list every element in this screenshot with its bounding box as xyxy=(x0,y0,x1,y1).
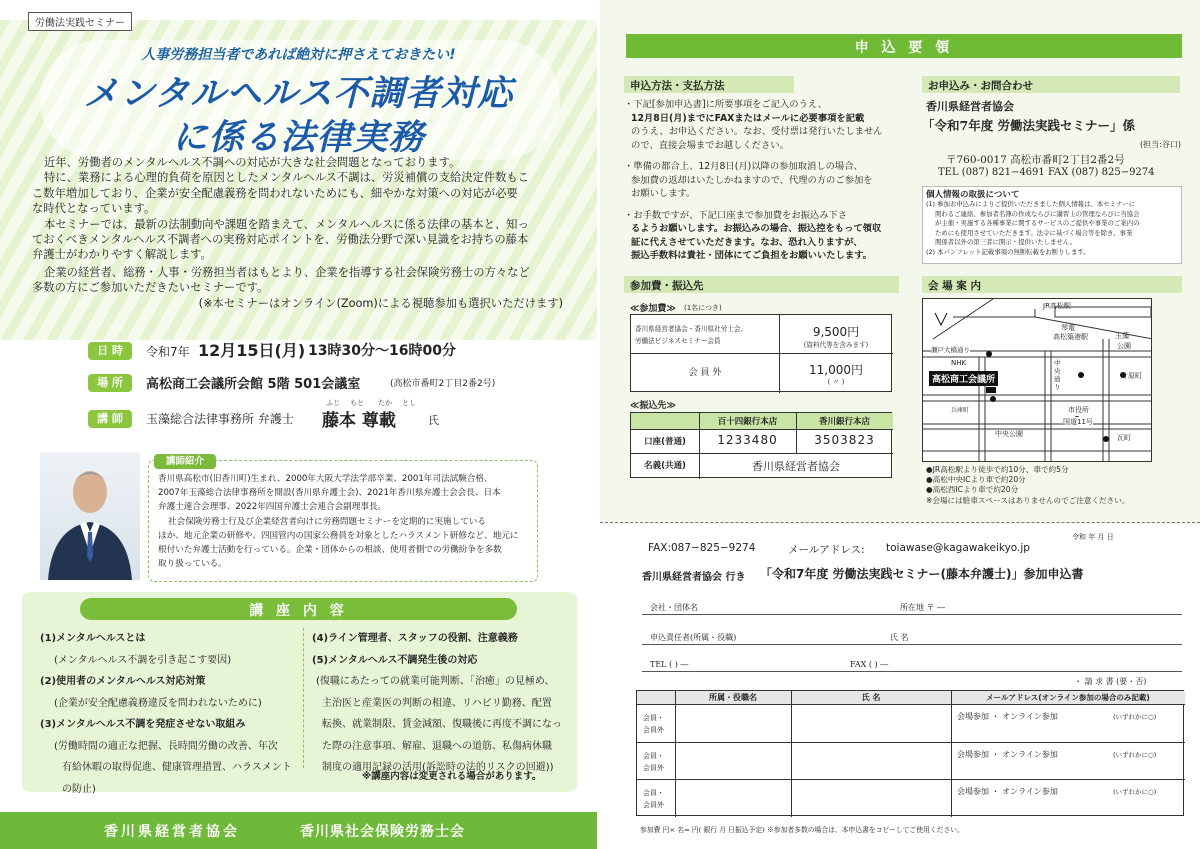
method-line: 証に代えさせていただきます。なお、恐れ入りますが、 xyxy=(631,236,863,248)
row-1-note: (いずれかに○) xyxy=(1113,713,1157,721)
title-line-1: メンタルヘルス不調者対応 xyxy=(83,74,514,114)
place-label: 場 所 xyxy=(88,374,132,392)
footer-org-2: 香川県社会保険労務士会 xyxy=(300,824,465,840)
content-item: 転換、就業制限、賃金減額、復職後に再度不調になっ xyxy=(322,719,562,730)
account-1: 1233480 xyxy=(717,433,778,447)
map-note: ●高松中央ICより車で約20分 xyxy=(926,475,1026,485)
map-note: ※会場には駐車スペースはありませんのでご注意ください。 xyxy=(926,495,1130,505)
content-item: た際の注意事項、解雇、退職への道筋、私傷病休職 xyxy=(322,740,552,752)
privacy-line: (1) 参加お申込みによりご提供いただきました個人情報は、本セミナーに xyxy=(926,200,1136,208)
map-venue: 高松商工会議所 xyxy=(929,371,998,386)
field-name[interactable]: 氏 名 xyxy=(890,633,909,642)
method-line: ・お手数ですが、下記口座まで参加費をお振込み下さ xyxy=(624,209,848,221)
ruby-fuji: ふじ xyxy=(326,399,340,407)
intro-line: 特に、業務による心理的負荷を原因としたメンタルヘルス不調は、労災補償の支給決定件数もこ xyxy=(44,171,529,185)
right-page xyxy=(600,0,1200,849)
account-2: 3503823 xyxy=(814,433,875,447)
map-notes xyxy=(926,465,1186,506)
holder-label: 名義(共通) xyxy=(644,461,686,471)
method-line: のうえ、お申込ください。なお、受付票は発行いたしません xyxy=(631,126,883,137)
content-item: 主治医と産業医の判断の相違、リハビリ勤務、配置 xyxy=(322,697,552,709)
account-label: 口座(普通) xyxy=(644,437,686,447)
place-main: 高松商工会議所会館 5階 501会議室 xyxy=(146,377,361,392)
contact-label: お申込み・お問合わせ xyxy=(922,76,1180,93)
map-tamamo: 玉藻 xyxy=(1115,332,1129,340)
intro-line: 本セミナーでは、最新の法制動向や課題を踏まえて、メンタルヘルスに係る法律の基本と、知っ xyxy=(44,217,529,231)
ruby-toshi: とし xyxy=(402,399,416,407)
profile-line: ほか、地元企業の研修や、四国管内の国家公務員を対象としたハラスメント研修など、地元に xyxy=(158,530,519,541)
form-mail: toiawase@kagawakeikyo.jp xyxy=(886,542,1030,554)
table-header-3: メールアドレス(オンライン参加の場合のみ記載) xyxy=(986,693,1150,702)
form-fax: FAX:087−825−9274 xyxy=(648,542,756,554)
profile-line: 弁護士連合会理事、2022年四国弁護士会連合会副理事長。 xyxy=(158,502,387,513)
contact-org: 香川県経営者協会 xyxy=(926,100,1014,113)
map-setouchi: 瀬戸大橋通り xyxy=(931,346,970,354)
table-grid xyxy=(791,691,792,817)
method-line: ので、直接会場までお越しください。 xyxy=(631,139,789,151)
method-label: 申込方法・支払方法 xyxy=(624,76,794,93)
lecturer-office: 玉藻総合法律事務所 弁護士 xyxy=(146,412,294,426)
intro-line: こ数年増加しており、企業が安全配慮義務を問われないためにも、細やかな対策への対応が必要 xyxy=(32,186,518,200)
ruby-taka: たか xyxy=(378,399,392,407)
table-grid xyxy=(675,691,676,817)
contact-person: (担当:谷口) xyxy=(1140,140,1181,149)
profile-text xyxy=(158,472,536,571)
form-date: 令和 年 月 日 xyxy=(1072,533,1114,541)
content-item: (4)ライン管理者、スタッフの役割、注意義務 xyxy=(312,633,518,644)
bank-grid xyxy=(631,453,893,454)
map-chuo: 中央通り xyxy=(1054,359,1061,391)
table-grid xyxy=(951,691,952,817)
form-mail-label: メールアドレス: xyxy=(788,544,865,556)
footer-org-1: 香川県経営者協会 xyxy=(104,824,240,840)
content-item: (復職にあたっての就業可能判断、「治癒」の見極め、 xyxy=(316,676,555,687)
map-chuokoen: 中央公園 xyxy=(995,430,1023,438)
privacy-title: 個人情報の取扱について xyxy=(926,190,1020,200)
bank-table xyxy=(630,412,892,478)
intro-line: ておくべきメンタルヘルス不調者への実務対応ポイントを、労働法分野で深い見識をお持ちの藤本 xyxy=(32,233,529,247)
left-page xyxy=(0,0,597,849)
row-2-choice[interactable]: 会場参加 ・ オンライン参加 xyxy=(957,750,1058,759)
map-kotoden: 琴電 xyxy=(1061,324,1075,332)
contact-address: 〒760-0017 高松市番町2丁目2番2号 xyxy=(946,154,1125,166)
content-item: 有給休暇の取得促進、健康管理措置、ハラスメント xyxy=(62,762,292,773)
method-line: 参加費の返却はいたしかねますので、代理の方のご参加を xyxy=(631,174,873,186)
participants-table xyxy=(636,690,1184,816)
privacy-line: 関わるご連絡、参加者名簿の作成ならびに講習上の管理ならびに当協会 xyxy=(935,209,1140,218)
content-item: (企業が安全配慮義務違反を問われないために) xyxy=(54,697,262,709)
table-grid xyxy=(637,742,1185,743)
map-route11: 国道11号 xyxy=(1063,418,1093,426)
map-kawaramachi: 瓦町 xyxy=(1117,434,1131,442)
subtitle: 人事労務担当者であれば絶対に押さえておきたい! xyxy=(141,47,456,63)
content-item: (5)メンタルヘルス不調発生後の対応 xyxy=(312,654,478,666)
intro-paragraph xyxy=(32,155,577,311)
bank-1: 百十四銀行本店 xyxy=(717,417,778,427)
profile-label: 講師紹介 xyxy=(154,454,216,469)
fee-nonmember: 11,000円 xyxy=(809,363,863,377)
lecturer-label: 講 師 xyxy=(88,410,132,428)
content-item: (2)使用者のメンタルヘルス対応対策 xyxy=(40,676,206,687)
map-note: ●JR高松駅より徒歩で約10分、車で約5分 xyxy=(926,465,1069,474)
row-1-member: 会員・ xyxy=(643,714,664,722)
privacy-line: 関係者以外の第三者に開示・提供いたしません。 xyxy=(935,238,1076,246)
seminar-tag: 労働法実践セミナー xyxy=(28,12,132,31)
lecturer-suffix: 氏 xyxy=(428,414,439,427)
title-line-2: に係る法律実務 xyxy=(172,118,425,158)
intro-line: 弁護士がわかりやすく解説します。 xyxy=(32,248,212,262)
content-title: 講 座 内 容 xyxy=(249,603,348,619)
place-sub: (高松市番町2丁目2番2号) xyxy=(390,379,496,389)
method-line: るようお願いします。お振込みの場合、振込控をもって領収 xyxy=(631,223,882,234)
table-grid xyxy=(637,779,1185,780)
fee-member-label-2: 労働法ビジネスセミナー会員 xyxy=(635,337,721,345)
intro-line: 近年、労働者のメンタルヘルス不調への対応が大きな社会問題となっております。 xyxy=(44,156,461,169)
table-header-1: 所属・役職名 xyxy=(709,693,757,702)
content-right-column xyxy=(312,628,574,779)
fee-member-label-1: 香川県経営者協会・香川県社労士会、 xyxy=(635,325,748,333)
field-person[interactable]: 申込責任者(所属・役職) xyxy=(650,633,737,642)
fee-table-divider xyxy=(631,353,893,354)
privacy-line: ためにも使用させていただきます。法令に基づく場合等を除き、事業 xyxy=(935,228,1133,237)
intro-line: 多数の方にご参加いただきたいセミナーです。 xyxy=(32,281,269,295)
guide-header: 申 込 要 領 xyxy=(854,40,954,56)
lecturer-photo xyxy=(40,452,140,580)
fee-member: 9,500円 xyxy=(812,325,860,339)
content-note: ※講座内容は変更される場合があります。 xyxy=(362,771,542,782)
bank-grid xyxy=(631,429,893,430)
map-label: 会 場 案 内 xyxy=(922,276,1182,293)
map-jr: JR高松駅 xyxy=(1043,302,1071,310)
venue-map xyxy=(922,298,1152,462)
fee-nonmember-label: 会 員 外 xyxy=(688,368,722,378)
content-divider xyxy=(303,628,304,768)
fee-member-note: (資料代等を含みます) xyxy=(803,341,869,349)
application-form xyxy=(600,524,1200,849)
profile-line: 2007年玉藻総合法律事務所を開設(香川県弁護士会)、2021年香川県弁護士会会長、日本 xyxy=(158,488,501,499)
method-text xyxy=(624,98,914,263)
online-note: (※本セミナーはオンライン(Zoom)による視聴参加も選択いただけます) xyxy=(198,296,563,310)
profile-line: 社会保険労務士行及び企業経営者向けに労務問題セミナーを定期的に実施している xyxy=(168,516,486,527)
contact-tel-fax: TEL (087) 821−4691 FAX (087) 825−9274 xyxy=(938,167,1155,178)
holder: 香川県経営者協会 xyxy=(752,460,840,473)
intro-line: 企業の経営者、総務・人事・労務担当者はもとより、企業を指導する社会保険労務士の方々など xyxy=(44,265,530,279)
date-time: 13時30分～16時00分 xyxy=(308,343,456,359)
profile-line: 取り扱っている。 xyxy=(158,559,227,570)
form-to: 香川県経営者協会 行き xyxy=(642,572,746,583)
form-title: 「令和7年度 労働法実践セミナー(藤本弁護士)」参加申込書 xyxy=(760,567,1084,581)
form-bottom-line: 参加費 円× 名= 円( 銀行 月 日振込予定) ※参加者多数の場合は、本申込書をコピーしてご使用ください。 xyxy=(640,826,964,834)
profile-line: 香川県高松市(旧香川町)生まれ、2000年大阪大学法学部卒業、2001年司法試験合格、 xyxy=(158,474,493,484)
map-kataharamachi: 片原町 xyxy=(1121,372,1142,380)
content-left-column xyxy=(40,628,300,800)
privacy-line: が主催・実施する各種事業に関するサービスのご提供や事業のご案内の xyxy=(935,219,1140,227)
form-rule xyxy=(642,614,1182,615)
content-item: (1)メンタルヘルスとは xyxy=(40,633,146,644)
field-fax[interactable]: FAX ( ) ― xyxy=(850,660,889,669)
lecturer-name: 藤本 尊載 xyxy=(322,411,396,431)
fee-nonmember-note: ( 〃 ) xyxy=(827,378,845,386)
map-nhk: NHK xyxy=(951,359,967,367)
content-item: の防止) xyxy=(62,783,96,795)
map-park: 公園 xyxy=(1117,342,1131,350)
intro-line: な時代となっています。 xyxy=(32,202,156,216)
footer-band xyxy=(0,812,597,849)
date-main: 12月15日(月) xyxy=(198,341,306,360)
bank-2: 香川銀行本店 xyxy=(818,417,870,427)
content-item: (労働時間の適正な把握、長時間労働の改善、年次 xyxy=(54,740,278,752)
bank-title: ≪振込先≫ xyxy=(630,401,676,411)
map-hyogo: 兵庫町 xyxy=(951,407,970,414)
row-2-nonmember: 会員外 xyxy=(643,764,664,772)
cut-line xyxy=(600,522,1200,523)
method-line: ・下記[参加申込書]に所要事項をご記入のうえ、 xyxy=(624,99,828,110)
method-line: お願いします。 xyxy=(631,188,696,199)
row-1-nonmember: 会員外 xyxy=(643,726,664,734)
row-3-nonmember: 会員外 xyxy=(643,801,664,809)
fee-per: (1名につき) xyxy=(684,304,722,312)
form-rule xyxy=(642,671,1182,672)
date-prefix: 令和7年 xyxy=(146,345,190,359)
field-address[interactable]: 所在地 〒 ― xyxy=(900,603,946,612)
date-label: 日 時 xyxy=(88,342,132,360)
content-item: (3)メンタルヘルス不調を発症させない取組み xyxy=(40,719,246,730)
map-note: ●高松西ICより車で約20分 xyxy=(926,485,1019,495)
map-kotoden-station: 高松築港駅 xyxy=(1053,333,1088,341)
table-header-2: 氏 名 xyxy=(861,693,881,702)
field-invoice[interactable]: ・ 請 求 書 (要・否) xyxy=(1074,677,1147,686)
contact-seminar: 「令和7年度 労働法実践セミナー」係 xyxy=(922,118,1136,133)
method-line: ・準備の都合上、12月8日(月)以降の参加取消しの場合、 xyxy=(624,161,863,172)
content-item: 制度の適用記録の活用(訴訟時の法的リスクの回避)) xyxy=(322,762,554,773)
row-3-choice[interactable]: 会場参加 ・ オンライン参加 xyxy=(957,787,1058,796)
privacy-text xyxy=(926,200,1180,257)
fee-table xyxy=(630,314,892,392)
method-line: 振込手数料は貴社・団体にてご負担をお願いいたします。 xyxy=(631,250,872,261)
ruby-moto: もと xyxy=(350,399,364,407)
field-company[interactable]: 会社・団体名 xyxy=(650,603,698,612)
content-item: (メンタルヘルス不調を引き起こす要因) xyxy=(54,654,232,666)
row-3-member: 会員・ xyxy=(643,789,664,797)
profile-line: 根付いた弁護士活動を行っている。企業・団体からの相談、使用者側での労働紛争を多数 xyxy=(158,545,502,556)
table-grid xyxy=(637,704,1185,705)
lecturer-portrait-icon xyxy=(40,452,140,580)
row-1-choice[interactable]: 会場参加 ・ オンライン参加 xyxy=(957,712,1058,721)
row-2-note: (いずれかに○) xyxy=(1113,751,1157,759)
row-3-note: (いずれかに○) xyxy=(1113,788,1157,796)
row-2-member: 会員・ xyxy=(643,752,664,760)
field-tel[interactable]: TEL ( ) ― xyxy=(650,660,689,669)
fee-title: ≪参加費≫ xyxy=(630,304,676,314)
map-shiyakusho: 市役所 xyxy=(1068,406,1089,414)
form-rule xyxy=(642,644,1182,645)
fee-label: 参加費・振込先 xyxy=(624,276,899,293)
method-line: 12月8日(月)までにFAXまたはメールに必要事項を記載 xyxy=(631,112,865,124)
privacy-line: (2) 本パンフレット記載事項の無断転載をお断りします。 xyxy=(926,247,1090,256)
